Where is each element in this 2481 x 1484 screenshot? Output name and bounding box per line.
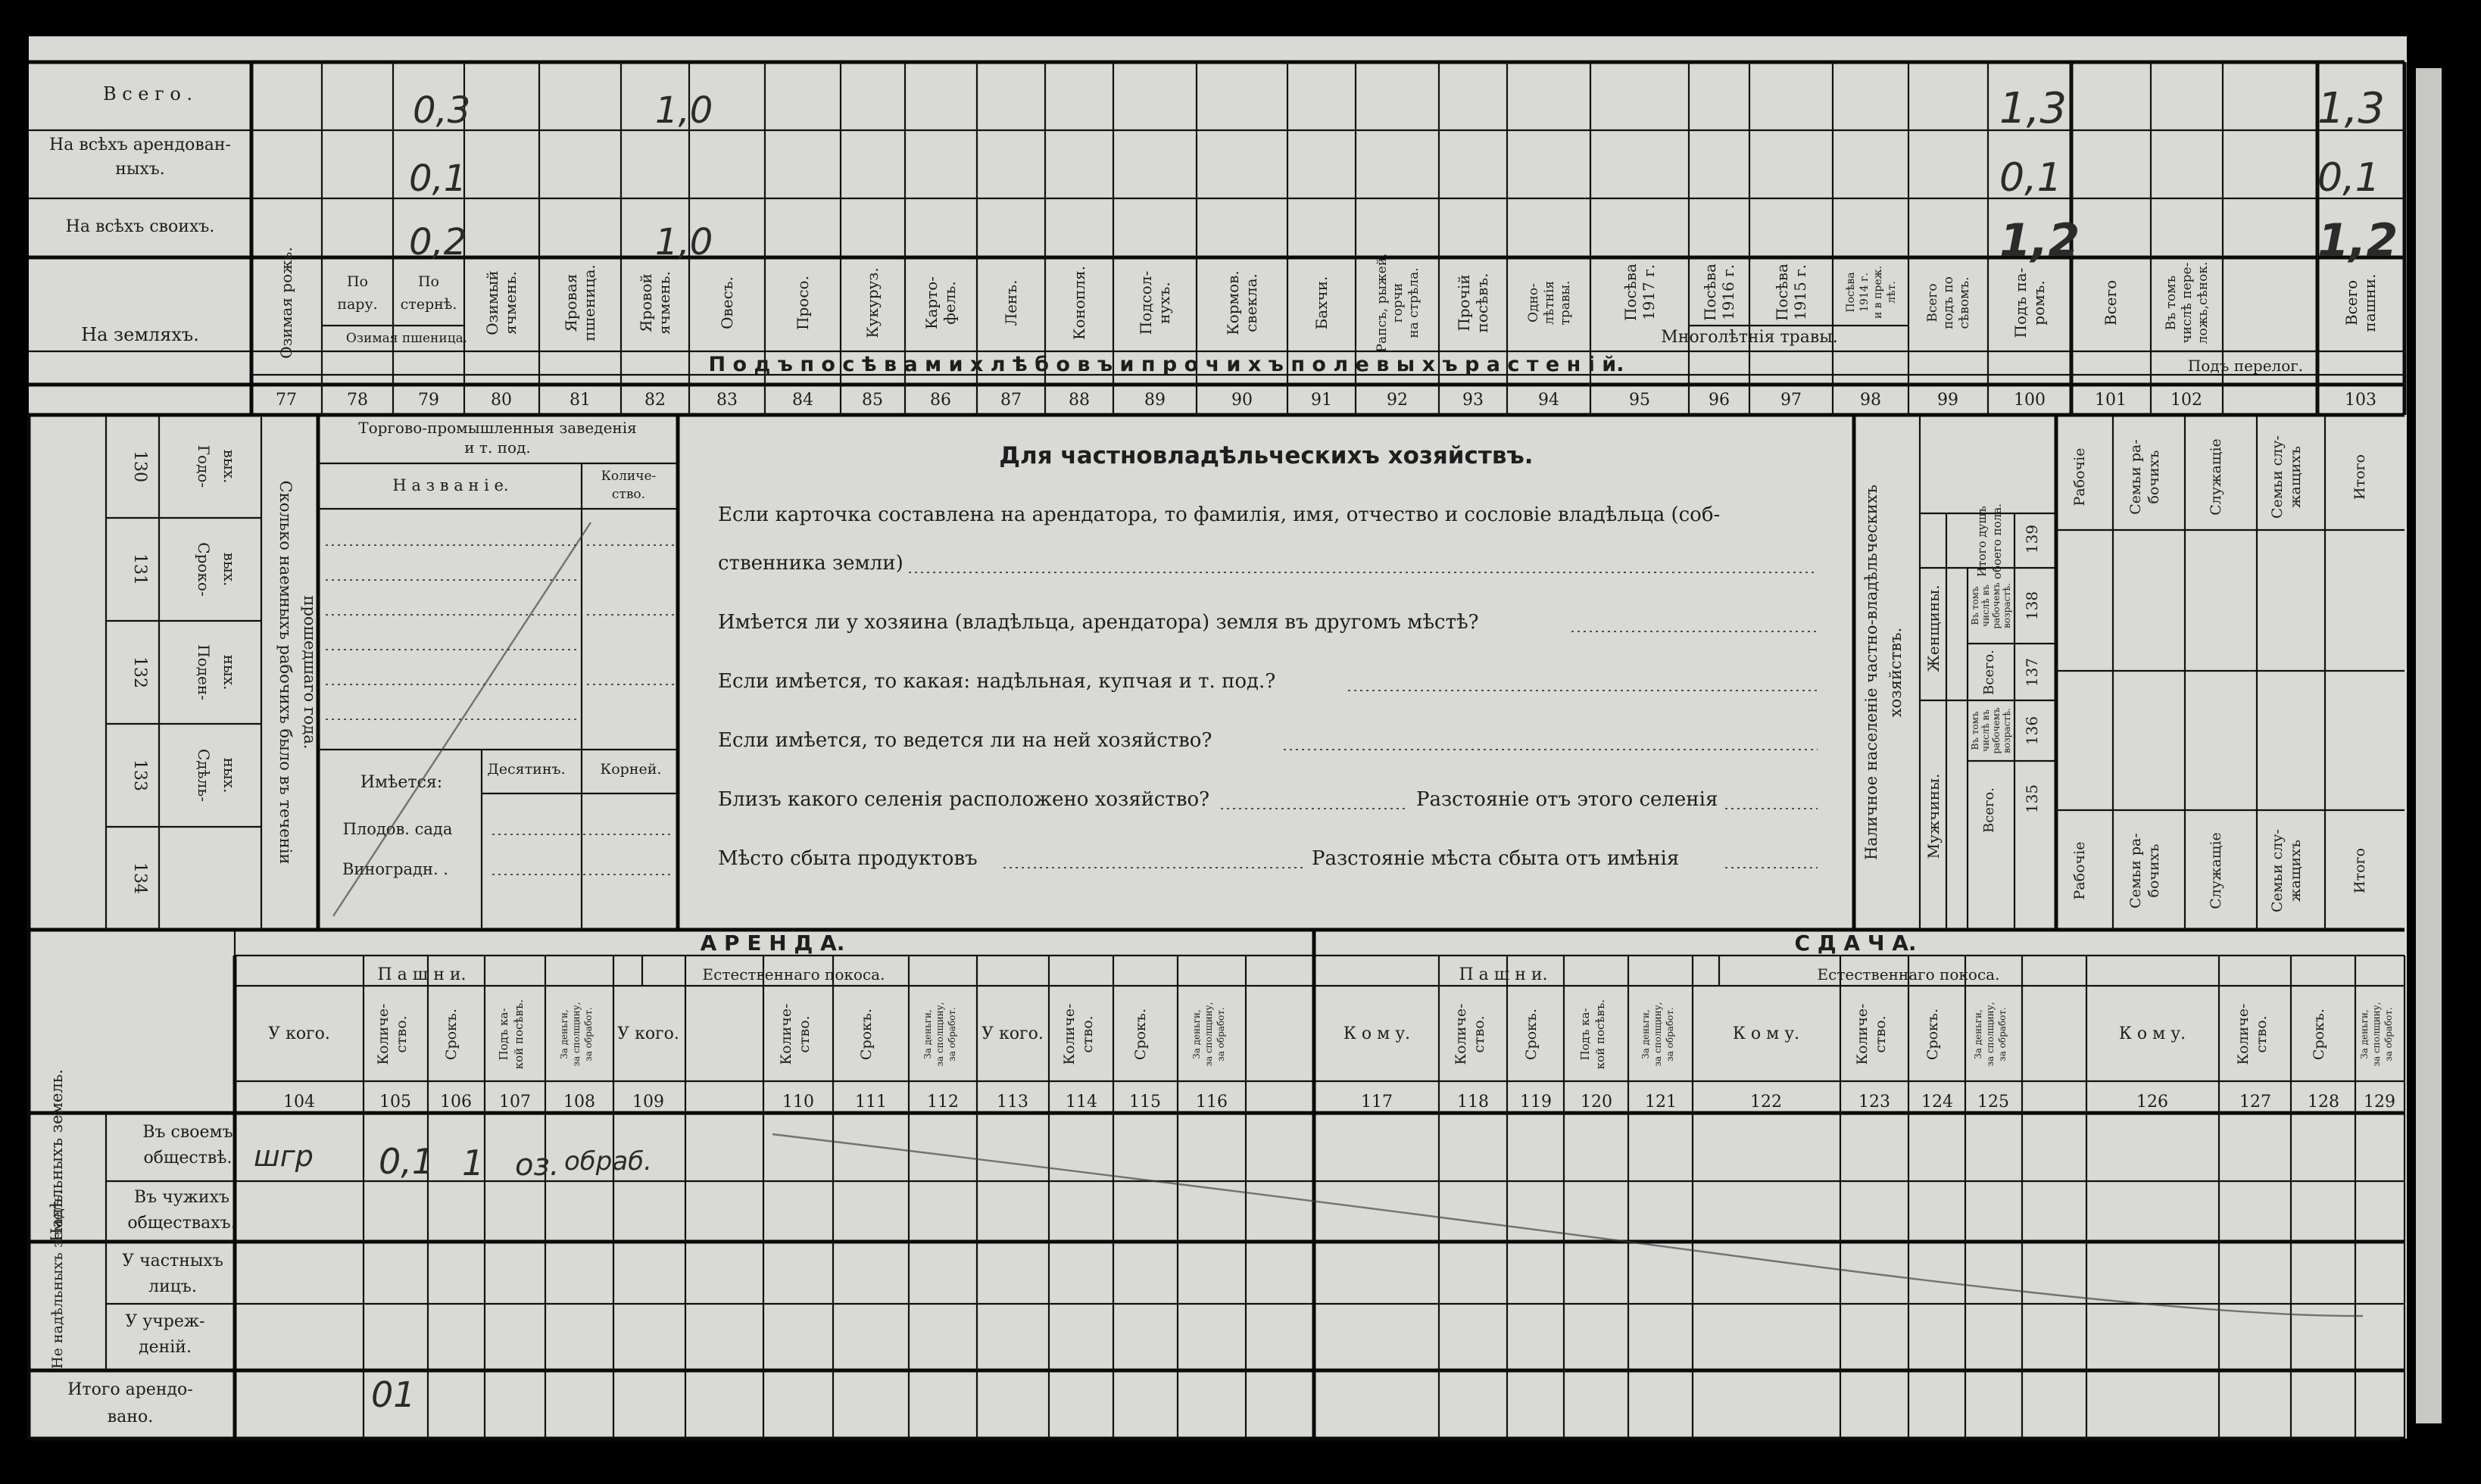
bottom-header-rot: Количе- [375,1003,392,1065]
bottom-header-rot: Количе- [778,1003,794,1065]
population-vsego: Всего. [1981,787,1997,833]
population-right-col-bottom: Семьи слу- [2269,829,2286,912]
arenda-col-number: 115 [1129,1093,1161,1111]
row-label-svoih: На всѣхъ своихъ. [65,217,215,236]
population-v-tom: Въ томъ [1970,711,1980,750]
crop-header-v-tom-chisle: числѣ пере- [2179,262,2195,344]
sdacha-banner: С Д А Ч А. [1794,931,1917,956]
crop-header-po-paru: По [346,273,369,290]
population-right-col-top: Семьи ра- [2127,439,2144,515]
population-right-col-top: бочихъ [2146,450,2162,504]
bottom-header-rot: за обработ. [947,1007,957,1062]
crop-header-raps: Рапсъ, рыжей, [1374,253,1390,353]
bottom-header-rot: за сполщину, [1985,1002,1996,1067]
crop-header-kukuruza: Кукуруз. [863,267,882,338]
worker-type-label: Годо- [195,444,213,488]
bottom-header-rot: кой посѣвъ. [512,999,526,1070]
population-women: Женщины. [1924,585,1943,672]
arenda-col-number: 110 [782,1093,814,1111]
crop-banner: П о д ъ п о с ѣ в а м и х л ѣ б о в ъ и п р о ч и х ъ п о л е в ы х ъ р а с т е н і й. [708,353,1624,376]
bottom-header-rot: Срокъ. [2311,1008,2327,1061]
trade-name-header: Н а з в а н і е. [392,476,509,494]
private-title: Для частновладѣльческихъ хозяйствъ. [999,442,1534,469]
col-number: 88 [1069,391,1090,410]
trade-imeetsya: Имѣется: [360,773,443,792]
bottom-header-first: У кого. [268,1024,330,1043]
bottom-header-rot: за сполщину, [2371,1002,2382,1067]
crop-header-poseva-1916: Посѣва [1701,263,1719,321]
arenda-col-number: 105 [379,1093,411,1111]
mnogoletnie-label: Многолѣтнія травы. [1661,328,1838,347]
population-vsego: Всего. [1981,650,1997,695]
bottom-header-rot: Срокъ. [1132,1008,1149,1061]
population-itogo-dush: Итого душъ [1975,506,1989,577]
col-number: 77 [276,391,297,410]
population-v-tom: числѣ въ [1980,585,1991,627]
population-v-tom: возрастѣ. [2002,708,2012,753]
crop-header-poseva-1914: лѣт. [1885,281,1898,304]
crop-header-ozimyi-yachmen: ячмень. [501,271,520,335]
crop-header-raps: горчи [1390,282,1406,323]
sdacha-col-number: 119 [1520,1093,1552,1111]
row-label-u-chastnyh-1: У частныхъ [122,1252,223,1270]
bottom-header-rot: Количе- [1061,1003,1078,1065]
crop-header-vsego-pod-posevom: подъ по [1940,276,1956,329]
private-q3: Если имѣется, то какая: надѣльная, купчая и т. под.? [718,670,1276,693]
row-label-v-svoem-2: обществѣ. [143,1149,232,1168]
trade-plodov: Плодов. сада [342,820,453,838]
row-label-arend-2: ныхъ. [115,160,165,179]
worker-type-label: Сдѣль- [195,748,213,803]
bottom-header-rot: за обработ. [583,1007,594,1062]
arenda-col-number: 104 [283,1093,315,1111]
private-q1a: Если карточка составлена на арендатора, то фамилія, имя, отчество и сословіе владѣльца (соб- [718,504,1721,526]
row-label-nadelnyh: Надѣльныхъ земель. [48,1069,66,1242]
crop-header-poseva-1916: 1916 г. [1719,263,1737,321]
population-right-col-top: Рабочіе [2071,447,2088,507]
bottom-header-rot: ство. [1079,1015,1096,1053]
worker-type-label: вых. [220,552,239,587]
crop-header-po-paru: пару. [337,296,378,313]
bottom-header-rot: ство. [796,1015,813,1053]
population-right-col-bottom: бочихъ [2146,843,2162,898]
hw-svoih-4: 1,2 [2317,214,2398,267]
population-col-number: 139 [2023,524,2041,554]
worker-col-number: 130 [130,450,149,482]
crop-header-odnoletnie: Одно- [1525,283,1541,323]
row-label-v-chuzhih-2: обществахъ. [127,1214,236,1233]
bottom-header-rot: за обработ. [1997,1007,2008,1062]
crop-header-kartofel: Карто- [922,276,941,330]
crop-header-poseva-1914: 1914 г. [1858,273,1871,312]
crop-header-podsolnuh: Подсол- [1137,270,1155,335]
sdacha-col-number: 122 [1750,1093,1782,1111]
col-number: 92 [1387,391,1408,410]
arenda-col-number: 112 [927,1093,959,1111]
bottom-header-rot: за обработ. [1216,1007,1226,1062]
crop-header-poseva-1917: 1917 г. [1640,263,1658,321]
hw-vsego-1: 0,3 [413,89,471,132]
population-v-tom: возрастѣ. [2002,583,2012,628]
crop-header-po-sterne: стернѣ. [400,296,457,313]
bottom-header-rot: Срокъ. [443,1008,460,1061]
trade-vinograd: Виноградн. . [342,860,448,878]
sdacha-col-number: 129 [2364,1093,2395,1111]
col-number: 90 [1231,391,1253,410]
bottom-header-rot: кой посѣвъ. [1593,999,1607,1070]
bottom-header-rot: за обработ. [2383,1007,2394,1062]
arenda-col-number: 109 [632,1093,664,1111]
row-label-na-zemlyah: На земляхъ. [81,324,199,345]
bottom-header-first: У кого. [981,1024,1044,1043]
row-label-itogo-2: вано. [107,1408,154,1426]
bottom-header-first: К о м у. [2118,1024,2186,1043]
crop-header-konoplya: Конопля. [1070,266,1088,340]
crop-header-poseva-1914: Посѣва [1844,272,1857,313]
sdacha-col-number: 128 [2308,1093,2339,1111]
crop-header-ozimyi-yachmen: Озимый [483,270,501,335]
col-number: 101 [2095,391,2127,410]
crop-header-len: Ленъ. [1002,279,1020,326]
hw-vsego-4: 1,3 [2317,84,2386,133]
pod-perelog-label: Подъ перелог. [2187,357,2304,375]
col-number: 78 [347,391,368,410]
crop-header-pod-parom: ромъ. [2030,280,2048,326]
private-q6b: Разстояніе мѣста сбыта отъ имѣнія [1312,847,1680,870]
row-label-v-svoem-1: Въ своемъ [142,1123,233,1142]
row-label-u-uchrezhdenii-1: У учреж- [125,1312,205,1331]
crop-header-yarovoi-yachmen: Яровой [637,273,655,332]
crop-header-poseva-1915: Посѣва [1773,263,1791,321]
population-v-tom: рабочемъ [1991,582,2002,629]
hw-posev: оз. [515,1148,560,1183]
population-right-col-bottom: Семьи ра- [2127,833,2144,909]
crop-header-kartofel: фель. [941,281,959,325]
trade-title-2: и т. под. [464,438,531,457]
worker-type-label: ных. [220,654,239,691]
crop-header-bahchi: Бахчи. [1312,276,1331,330]
crop-header-pod-parom: Подъ па- [2011,267,2030,338]
sdacha-col-number: 123 [1858,1093,1890,1111]
bottom-header-rot: Срокъ. [858,1008,875,1061]
population-col-number: 135 [2023,784,2041,814]
crop-header-po-sterne: По [417,273,440,290]
bottom-header-rot: ство. [2253,1015,2270,1053]
population-men: Мужчины. [1924,773,1943,859]
hw-svoih-1: 0,2 [409,221,467,263]
bottom-header-rot: за сполщину, [1203,1002,1214,1067]
sdacha-col-number: 120 [1581,1093,1612,1111]
crop-header-oves: Овесъ. [718,276,736,329]
worker-type-label: ных. [220,757,239,793]
col-number: 99 [1937,391,1958,410]
ozimaya-pshenitsa-label: Озимая пшеница. [345,331,468,346]
private-q4: Если имѣется, то ведется ли на ней хозяйство? [718,729,1212,752]
crop-header-yarovaya-pshenitsa: пшеница. [580,264,598,341]
population-right-col-bottom: Рабочіе [2071,841,2088,900]
population-col-number: 137 [2023,657,2041,687]
hw-arend-2: 0,1 [1999,155,2062,201]
row-label-u-chastnyh-2: лицъ. [148,1277,197,1296]
bottom-header-rot: Количе- [2235,1003,2252,1065]
private-q5b: Разстояніе отъ этого селенія [1416,788,1718,811]
bottom-header-rot: За деньги, [559,1009,570,1059]
population-right-col-bottom: жащихъ [2287,840,2304,902]
col-number: 79 [418,391,439,410]
bottom-header-rot: за сполщину, [1652,1002,1663,1067]
population-v-tom: рабочемъ [1991,707,2002,754]
hw-za: обраб. [564,1146,652,1177]
trade-desyatin: Десятинъ. [487,761,566,778]
sdacha-col-number: 127 [2239,1093,2271,1111]
row-label-vsego: В с е г о . [102,83,193,104]
worker-col-number: 134 [130,862,149,894]
hw-svoih-2: 1,0 [655,221,713,263]
population-right-col-top: Итого [2351,454,2368,500]
workers-sideways-title: прошедшаго года. [301,595,319,750]
trade-title-1: Торгово-промышленныя заведенія [358,419,637,437]
crop-header-v-tom-chisle: ложь,сѣнок. [2195,261,2211,344]
population-right-col-top: Семьи слу- [2269,435,2286,519]
worker-type-label: вых. [220,449,239,484]
population-col-number: 138 [2023,591,2041,621]
col-number: 86 [930,391,951,410]
crop-header-ozimaya-rozh: Озимая рожь. [277,247,295,359]
bottom-header-rot: За деньги, [922,1009,933,1059]
private-q5a: Близъ какого селенія расположено хозяйство? [718,788,1210,811]
population-title: хозяйствъ. [1886,627,1905,718]
bottom-header-rot: За деньги, [1973,1009,1983,1059]
row-label-v-chuzhih-1: Въ чужихъ [134,1188,229,1207]
hw-arend-3: 0,1 [2317,155,2380,201]
population-v-tom: числѣ въ [1980,709,1991,752]
crop-header-vsego-perelog: Всего [2102,279,2120,326]
bottom-header-rot: ство. [1872,1015,1889,1053]
population-itogo-dush: обоего пола. [1990,504,2004,579]
bottom-header-rot: Срокъ. [1523,1008,1540,1061]
crop-header-proso: Просо. [794,276,812,330]
crop-header-prochii: посѣвъ. [1473,273,1491,333]
arenda-col-number: 113 [997,1093,1028,1111]
private-q2: Имѣется ли у хозяина (владѣльца, арендатора) земля въ другомъ мѣстѣ? [718,611,1479,634]
sdacha-col-number: 125 [1977,1093,2009,1111]
crop-header-vsego-pashni: пашни. [2361,273,2379,332]
col-number: 89 [1144,391,1166,410]
row-label-arend-1: На всѣхъ арендован- [49,136,231,154]
bottom-header-rot: Количе- [1854,1003,1871,1065]
crop-header-vsego-pashni: Всего [2342,279,2361,326]
hw-vsego-3: 1,3 [1999,84,2068,133]
sdacha-col-number: 117 [1361,1093,1393,1111]
arenda-col-number: 107 [499,1093,531,1111]
col-number: 83 [716,391,738,410]
population-right-col-bottom: Служащіе [2208,832,2224,909]
row-label-u-uchrezhdenii-2: деній. [139,1338,192,1357]
col-number: 102 [2170,391,2202,410]
crop-header-podsolnuh: нухъ. [1155,282,1173,324]
arenda-banner: А Р Е Н Д А. [700,931,845,956]
crop-header-raps: на стрѣла. [1406,267,1422,338]
col-number: 80 [491,391,512,410]
bottom-header-first: К о м у. [1343,1024,1411,1043]
hw-u-kogo: шгр [254,1140,314,1173]
bottom-header-rot: Количе- [1453,1003,1469,1065]
bottom-header-rot: ство. [1471,1015,1487,1053]
trade-qty-header-1: Количе- [601,469,657,484]
bottom-header-rot: За деньги, [1640,1009,1651,1059]
bottom-header-rot: За деньги, [1191,1009,1202,1059]
population-right-col-top: Служащіе [2208,438,2224,516]
crop-header-kormov-svekla: свекла. [1242,273,1260,332]
population-title: Наличное населеніе частно-владѣльческихъ [1862,484,1880,861]
paper-edge [2416,68,2442,1423]
bottom-header-rot: За деньги, [2359,1009,2370,1059]
private-q6a: Мѣсто сбыта продуктовъ [718,847,978,870]
hw-arend-1: 0,1 [409,157,467,200]
row-label-itogo-1: Итого арендо- [67,1380,193,1399]
col-number: 87 [1000,391,1022,410]
bottom-header-rot: Подъ ка- [1578,1008,1592,1061]
bottom-header-first: К о м у. [1732,1024,1800,1043]
population-v-tom: Въ томъ [1970,586,1980,625]
col-number: 93 [1462,391,1484,410]
hw-svoih-3: 1,2 [1999,214,2080,267]
crop-header-yarovoi-yachmen: ячмень. [655,271,673,335]
private-q1b: ственника земли) [718,552,903,575]
crop-header-poseva-1915: 1915 г. [1791,263,1809,321]
bottom-header-rot: за сполщину, [571,1002,582,1067]
col-number: 103 [2345,391,2376,410]
col-number: 82 [644,391,666,410]
crop-header-prochii: Прочій [1455,274,1473,332]
hw-srok: 1 [462,1143,485,1183]
hw-kolvo: 0,1 [379,1141,435,1182]
arenda-pokos: Естественнаго покоса. [702,965,885,984]
crop-header-kormov-svekla: Кормов. [1224,270,1242,335]
bottom-header-rot: Срокъ. [1924,1008,1941,1061]
sdacha-col-number: 118 [1457,1093,1489,1111]
hw-itogo: 01 [371,1374,416,1415]
worker-type-label: Поден- [195,644,213,700]
arenda-col-number: 111 [855,1093,887,1111]
crop-header-v-tom-chisle: Въ томъ [2163,275,2179,331]
population-right-col-bottom: Итого [2351,848,2368,893]
sdacha-col-number: 121 [1645,1093,1677,1111]
worker-col-number: 133 [130,759,149,791]
arenda-col-number: 116 [1196,1093,1228,1111]
bottom-header-rot: за сполщину, [935,1002,945,1067]
worker-col-number: 132 [130,656,149,688]
bottom-header-rot: за обработ. [1665,1007,1675,1062]
arenda-pashni: П а ш н и. [377,965,467,984]
row-label-nenadelnyh: Не надѣльныхъ земель. [49,1189,66,1369]
col-number: 81 [570,391,591,410]
col-number: 98 [1860,391,1881,410]
col-number: 96 [1709,391,1730,410]
col-number: 85 [862,391,883,410]
worker-type-label: Сроко- [195,542,213,597]
arenda-col-number: 114 [1066,1093,1097,1111]
trade-qty-header-2: ство. [611,487,646,502]
population-col-number: 136 [2023,716,2041,746]
col-number: 97 [1780,391,1802,410]
col-number: 84 [792,391,813,410]
crop-header-poseva-1914: и в преж. [1871,265,1884,320]
col-number: 91 [1311,391,1332,410]
col-number: 95 [1629,391,1650,410]
col-number: 100 [2014,391,2046,410]
population-right-col-top: жащихъ [2287,446,2304,508]
arenda-col-number: 106 [440,1093,472,1111]
sdacha-pokos: Естественнаго покоса. [1817,965,2000,984]
bottom-header-rot: ство. [393,1015,410,1053]
sdacha-col-number: 126 [2136,1093,2168,1111]
arenda-col-number: 108 [563,1093,595,1111]
bottom-header-rot: Подъ ка- [497,1008,510,1061]
sdacha-pashni: П а ш н и. [1459,965,1548,984]
col-number: 94 [1538,391,1559,410]
workers-sideways-title: Сколько наемныхъ рабочихъ было въ теченіи [276,480,295,865]
sdacha-col-number: 124 [1921,1093,1953,1111]
worker-col-number: 131 [130,553,149,585]
crop-header-poseva-1917: Посѣва [1621,263,1640,321]
crop-header-yarovaya-pshenitsa: Яровая [562,273,580,332]
trade-kornei: Корней. [600,761,662,778]
crop-header-vsego-pod-posevom: сѣвомъ. [1956,276,1972,329]
bottom-header-first: У кого. [617,1024,679,1043]
crop-header-vsego-pod-posevom: Всего [1924,283,1940,323]
crop-header-odnoletnie: травы. [1557,280,1573,326]
crop-header-odnoletnie: лѣтнія [1541,281,1557,325]
hw-vsego-2: 1,0 [655,89,713,132]
